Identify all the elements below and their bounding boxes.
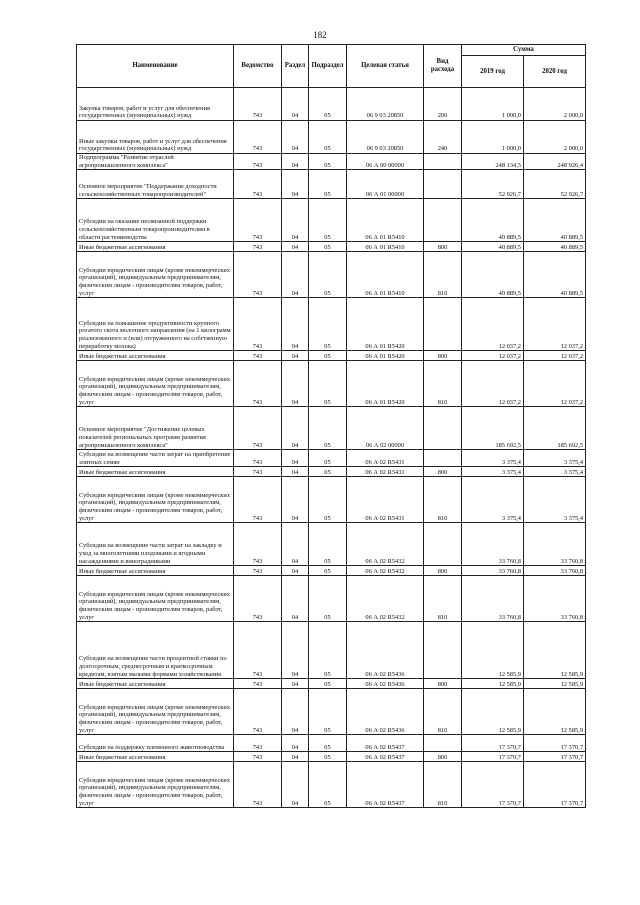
row-podrazdel: 05 xyxy=(309,689,347,735)
row-sum-2019: 52 926,7 xyxy=(462,170,524,199)
row-podrazdel: 05 xyxy=(309,752,347,762)
row-razdel: 04 xyxy=(282,622,309,679)
row-sum-2020: 17 370,7 xyxy=(524,762,586,808)
row-target: 06 9 03 20850 xyxy=(347,121,424,154)
row-sum-2019: 12 037,2 xyxy=(462,351,524,361)
row-target: 06 А 02 R5431 xyxy=(347,467,424,477)
page-number: 182 xyxy=(313,30,327,40)
row-podrazdel: 05 xyxy=(309,252,347,298)
row-sum-2019: 3 375,4 xyxy=(462,477,524,523)
row-sum-2020: 12 585,9 xyxy=(524,679,586,689)
row-vedomstvo: 743 xyxy=(234,242,282,252)
row-razdel: 04 xyxy=(282,154,309,170)
row-sum-2020: 17 370,7 xyxy=(524,735,586,752)
row-expense-type xyxy=(424,170,462,199)
row-razdel: 04 xyxy=(282,252,309,298)
row-sum-2020: 248 926,4 xyxy=(524,154,586,170)
row-name: Основное мероприятие "Достижение целевых показателей региональных программ развития агропромышленного комплекса" xyxy=(77,407,234,450)
row-podrazdel: 05 xyxy=(309,576,347,622)
row-razdel: 04 xyxy=(282,242,309,252)
row-name: Субсидии юридическим лицам (кроме некоммерческих организаций), индивидуальным предпринимателям, физическим лицам - производителям товаров, работ, услуг xyxy=(77,252,234,298)
row-razdel: 04 xyxy=(282,477,309,523)
table-row xyxy=(77,361,586,407)
row-name: Иные бюджетные ассигнования xyxy=(77,752,234,762)
row-sum-2019: 3 375,4 xyxy=(462,450,524,467)
row-name: Иные закупки товаров, работ и услуг для обеспечения государственных (муниципальных) нужд xyxy=(77,121,234,154)
header-podrazdel: Подраздел xyxy=(309,45,347,88)
row-sum-2020: 3 375,4 xyxy=(524,450,586,467)
row-target: 06 А 02 R5431 xyxy=(347,477,424,523)
row-vedomstvo: 743 xyxy=(234,477,282,523)
row-sum-2019: 17 370,7 xyxy=(462,762,524,808)
header-sum: Сумма xyxy=(462,45,586,56)
row-sum-2020: 40 889,5 xyxy=(524,199,586,242)
row-sum-2019: 3 375,4 xyxy=(462,467,524,477)
row-expense-type xyxy=(424,407,462,450)
row-razdel: 04 xyxy=(282,121,309,154)
row-name: Иные бюджетные ассигнования xyxy=(77,679,234,689)
row-target: 06 А 01 R5410 xyxy=(347,199,424,242)
row-expense-type: 810 xyxy=(424,576,462,622)
row-expense-type: 800 xyxy=(424,566,462,576)
row-sum-2019: 33 760,8 xyxy=(462,523,524,566)
row-sum-2020: 12 037,2 xyxy=(524,361,586,407)
row-podrazdel: 05 xyxy=(309,523,347,566)
row-razdel: 04 xyxy=(282,689,309,735)
row-target: 06 А 02 R5436 xyxy=(347,679,424,689)
row-name: Субсидии юридическим лицам (кроме некоммерческих организаций), индивидуальным предпринимателям, физическим лицам - производителям товаров, работ, услуг xyxy=(77,576,234,622)
row-expense-type: 810 xyxy=(424,762,462,808)
table-row xyxy=(77,298,586,351)
row-razdel: 04 xyxy=(282,523,309,566)
row-name: Субсидии юридическим лицам (кроме некоммерческих организаций), индивидуальным предпринимателям, физическим лицам - производителям товаров, работ, услуг xyxy=(77,477,234,523)
table-row xyxy=(77,252,586,298)
row-razdel: 04 xyxy=(282,679,309,689)
row-sum-2019: 185 692,5 xyxy=(462,407,524,450)
row-vedomstvo: 743 xyxy=(234,351,282,361)
row-sum-2020: 3 375,4 xyxy=(524,477,586,523)
row-razdel: 04 xyxy=(282,467,309,477)
row-sum-2019: 1 000,0 xyxy=(462,88,524,121)
row-expense-type xyxy=(424,154,462,170)
row-sum-2020: 12 037,2 xyxy=(524,351,586,361)
row-podrazdel: 05 xyxy=(309,361,347,407)
row-sum-2019: 17 370,7 xyxy=(462,735,524,752)
row-name: Иные бюджетные ассигнования xyxy=(77,351,234,361)
row-sum-2019: 17 370,7 xyxy=(462,752,524,762)
row-sum-2020: 33 760,8 xyxy=(524,523,586,566)
row-razdel: 04 xyxy=(282,199,309,242)
row-podrazdel: 05 xyxy=(309,477,347,523)
row-expense-type xyxy=(424,298,462,351)
row-target: 06 А 01 R5420 xyxy=(347,298,424,351)
row-vedomstvo: 743 xyxy=(234,762,282,808)
table-row xyxy=(77,752,586,762)
row-sum-2019: 12 037,2 xyxy=(462,298,524,351)
row-name: Субсидии на возмещение части затрат на закладку и уход за многолетними плодовыми и ягодными насаждениями и виноградниками xyxy=(77,523,234,566)
row-sum-2019: 33 760,8 xyxy=(462,566,524,576)
row-razdel: 04 xyxy=(282,298,309,351)
table-body xyxy=(77,88,586,808)
row-podrazdel: 05 xyxy=(309,762,347,808)
row-vedomstvo: 743 xyxy=(234,576,282,622)
row-target: 06 А 01 R5410 xyxy=(347,242,424,252)
row-expense-type: 810 xyxy=(424,361,462,407)
row-target: 06 А 01 R5420 xyxy=(347,361,424,407)
row-target: 06 А 02 R5432 xyxy=(347,566,424,576)
header-razdel: Раздел xyxy=(282,45,309,88)
row-razdel: 04 xyxy=(282,735,309,752)
table-row xyxy=(77,477,586,523)
row-name: Субсидии юридическим лицам (кроме некоммерческих организаций), индивидуальным предпринимателям, физическим лицам - производителям товаров, работ, услуг xyxy=(77,361,234,407)
table-row xyxy=(77,566,586,576)
row-podrazdel: 05 xyxy=(309,351,347,361)
table-row xyxy=(77,88,586,121)
row-name: Иные бюджетные ассигнования xyxy=(77,566,234,576)
row-sum-2020: 33 760,8 xyxy=(524,566,586,576)
row-sum-2020: 17 370,7 xyxy=(524,752,586,762)
row-target: 06 А 02 00000 xyxy=(347,407,424,450)
table-row xyxy=(77,407,586,450)
budget-table xyxy=(76,44,586,808)
row-podrazdel: 05 xyxy=(309,88,347,121)
row-expense-type: 800 xyxy=(424,752,462,762)
row-vedomstvo: 743 xyxy=(234,170,282,199)
row-sum-2019: 12 585,9 xyxy=(462,679,524,689)
row-sum-2019: 248 134,5 xyxy=(462,154,524,170)
row-target: 06 А 01 R5420 xyxy=(347,351,424,361)
row-razdel: 04 xyxy=(282,752,309,762)
row-expense-type: 200 xyxy=(424,88,462,121)
row-name: Субсидии юридическим лицам (кроме некоммерческих организаций), индивидуальным предпринимателям, физическим лицам - производителям товаров, работ, услуг xyxy=(77,762,234,808)
row-vedomstvo: 743 xyxy=(234,361,282,407)
row-podrazdel: 05 xyxy=(309,622,347,679)
table-row xyxy=(77,154,586,170)
header-vedomstvo: Ведомство xyxy=(234,45,282,88)
row-sum-2019: 40 889,5 xyxy=(462,199,524,242)
row-vedomstvo: 743 xyxy=(234,679,282,689)
row-expense-type: 800 xyxy=(424,351,462,361)
row-podrazdel: 05 xyxy=(309,121,347,154)
row-vedomstvo: 743 xyxy=(234,523,282,566)
table-row xyxy=(77,170,586,199)
row-target: 06 А 02 R5431 xyxy=(347,450,424,467)
row-sum-2020: 40 889,5 xyxy=(524,242,586,252)
row-sum-2019: 12 585,9 xyxy=(462,622,524,679)
table-row xyxy=(77,576,586,622)
row-target: 06 А 02 R5436 xyxy=(347,689,424,735)
row-expense-type: 240 xyxy=(424,121,462,154)
row-expense-type xyxy=(424,199,462,242)
row-target: 06 А 02 R5437 xyxy=(347,752,424,762)
row-vedomstvo: 743 xyxy=(234,735,282,752)
row-podrazdel: 05 xyxy=(309,242,347,252)
row-expense-type xyxy=(424,523,462,566)
row-podrazdel: 05 xyxy=(309,735,347,752)
row-sum-2020: 2 000,0 xyxy=(524,121,586,154)
row-name: Субсидии на возмещение части процентной ставки по долгосрочным, среднесрочным и краткосрочным кредитам, взятым малыми формами хозяйствования xyxy=(77,622,234,679)
row-target: 06 А 02 R5432 xyxy=(347,523,424,566)
row-target: 06 А 02 R5437 xyxy=(347,735,424,752)
row-vedomstvo: 743 xyxy=(234,199,282,242)
row-vedomstvo: 743 xyxy=(234,298,282,351)
header-expense-type: Вид расхода xyxy=(424,45,462,88)
table-row xyxy=(77,242,586,252)
row-podrazdel: 05 xyxy=(309,199,347,242)
row-sum-2019: 33 760,8 xyxy=(462,576,524,622)
row-razdel: 04 xyxy=(282,566,309,576)
row-podrazdel: 05 xyxy=(309,450,347,467)
header-name: Наименование xyxy=(77,45,234,88)
row-vedomstvo: 743 xyxy=(234,566,282,576)
row-sum-2019: 40 889,5 xyxy=(462,252,524,298)
row-vedomstvo: 743 xyxy=(234,467,282,477)
row-vedomstvo: 743 xyxy=(234,407,282,450)
row-podrazdel: 05 xyxy=(309,679,347,689)
row-podrazdel: 05 xyxy=(309,170,347,199)
row-expense-type: 800 xyxy=(424,242,462,252)
table-row xyxy=(77,679,586,689)
row-podrazdel: 05 xyxy=(309,154,347,170)
row-expense-type: 810 xyxy=(424,477,462,523)
row-sum-2020: 12 585,9 xyxy=(524,689,586,735)
table-header xyxy=(77,45,586,88)
row-expense-type: 800 xyxy=(424,467,462,477)
row-sum-2020: 12 037,2 xyxy=(524,298,586,351)
row-expense-type: 810 xyxy=(424,252,462,298)
table-row xyxy=(77,450,586,467)
row-podrazdel: 05 xyxy=(309,298,347,351)
row-expense-type xyxy=(424,450,462,467)
row-expense-type: 800 xyxy=(424,679,462,689)
row-razdel: 04 xyxy=(282,762,309,808)
row-sum-2019: 1 000,0 xyxy=(462,121,524,154)
row-target: 06 А 01 R5410 xyxy=(347,252,424,298)
row-razdel: 04 xyxy=(282,407,309,450)
row-name: Подпрограмма "Развитие отраслей агропромышленного комплекса" xyxy=(77,154,234,170)
row-vedomstvo: 743 xyxy=(234,622,282,679)
table-row xyxy=(77,622,586,679)
row-sum-2019: 12 037,2 xyxy=(462,361,524,407)
row-target: 06 А 02 R5432 xyxy=(347,576,424,622)
header-year-2020: 2020 год xyxy=(524,56,586,88)
row-sum-2020: 40 889,5 xyxy=(524,252,586,298)
table-row xyxy=(77,735,586,752)
row-sum-2020: 52 926,7 xyxy=(524,170,586,199)
row-razdel: 04 xyxy=(282,351,309,361)
row-vedomstvo: 743 xyxy=(234,88,282,121)
row-razdel: 04 xyxy=(282,576,309,622)
header-year-2019: 2019 год xyxy=(462,56,524,88)
row-name: Иные бюджетные ассигнования xyxy=(77,242,234,252)
table-row xyxy=(77,689,586,735)
row-sum-2020: 12 585,9 xyxy=(524,622,586,679)
row-vedomstvo: 743 xyxy=(234,752,282,762)
row-sum-2019: 40 889,5 xyxy=(462,242,524,252)
row-name: Основное мероприятие "Поддержание доходности сельскохозяйственных товаропроизводителей" xyxy=(77,170,234,199)
row-vedomstvo: 743 xyxy=(234,689,282,735)
row-target: 06 А 02 R5436 xyxy=(347,622,424,679)
row-vedomstvo: 743 xyxy=(234,252,282,298)
row-sum-2020: 33 760,8 xyxy=(524,576,586,622)
row-razdel: 04 xyxy=(282,170,309,199)
row-name: Субсидии на повышение продуктивности крупного рогатого скота молочного направления (на 1 килограмм реализованного и (или) отгруженного на собственную переработку молока) xyxy=(77,298,234,351)
row-sum-2020: 185 692,5 xyxy=(524,407,586,450)
row-sum-2019: 12 585,9 xyxy=(462,689,524,735)
row-vedomstvo: 743 xyxy=(234,450,282,467)
row-name: Иные бюджетные ассигнования xyxy=(77,467,234,477)
row-vedomstvo: 743 xyxy=(234,121,282,154)
row-target: 06 А 02 R5437 xyxy=(347,762,424,808)
row-name: Субсидии на возмещение части затрат на приобретение элитных семян xyxy=(77,450,234,467)
row-name: Субсидии юридическим лицам (кроме некоммерческих организаций), индивидуальным предпринимателям, физическим лицам - производителям товаров, работ, услуг xyxy=(77,689,234,735)
row-expense-type xyxy=(424,735,462,752)
row-target: 06 А 00 00000 xyxy=(347,154,424,170)
row-target: 06 9 03 20850 xyxy=(347,88,424,121)
table-row xyxy=(77,523,586,566)
table-row xyxy=(77,121,586,154)
row-name: Закупка товаров, работ и услуг для обеспечения государственных (муниципальных) нужд xyxy=(77,88,234,121)
table-row xyxy=(77,351,586,361)
header-target: Целевая статья xyxy=(347,45,424,88)
row-sum-2020: 2 000,0 xyxy=(524,88,586,121)
row-razdel: 04 xyxy=(282,450,309,467)
table-row xyxy=(77,199,586,242)
row-razdel: 04 xyxy=(282,361,309,407)
row-vedomstvo: 743 xyxy=(234,154,282,170)
row-sum-2020: 3 375,4 xyxy=(524,467,586,477)
row-name: Субсидии на поддержку племенного животноводства xyxy=(77,735,234,752)
row-podrazdel: 05 xyxy=(309,407,347,450)
row-name: Субсидии на оказание несвязанной поддержки сельскохозяйственным товаропроизводителям в области растениеводства xyxy=(77,199,234,242)
row-expense-type: 810 xyxy=(424,689,462,735)
table-row xyxy=(77,467,586,477)
row-podrazdel: 05 xyxy=(309,467,347,477)
row-razdel: 04 xyxy=(282,88,309,121)
table-row xyxy=(77,762,586,808)
row-podrazdel: 05 xyxy=(309,566,347,576)
row-expense-type xyxy=(424,622,462,679)
row-target: 06 А 01 00000 xyxy=(347,170,424,199)
